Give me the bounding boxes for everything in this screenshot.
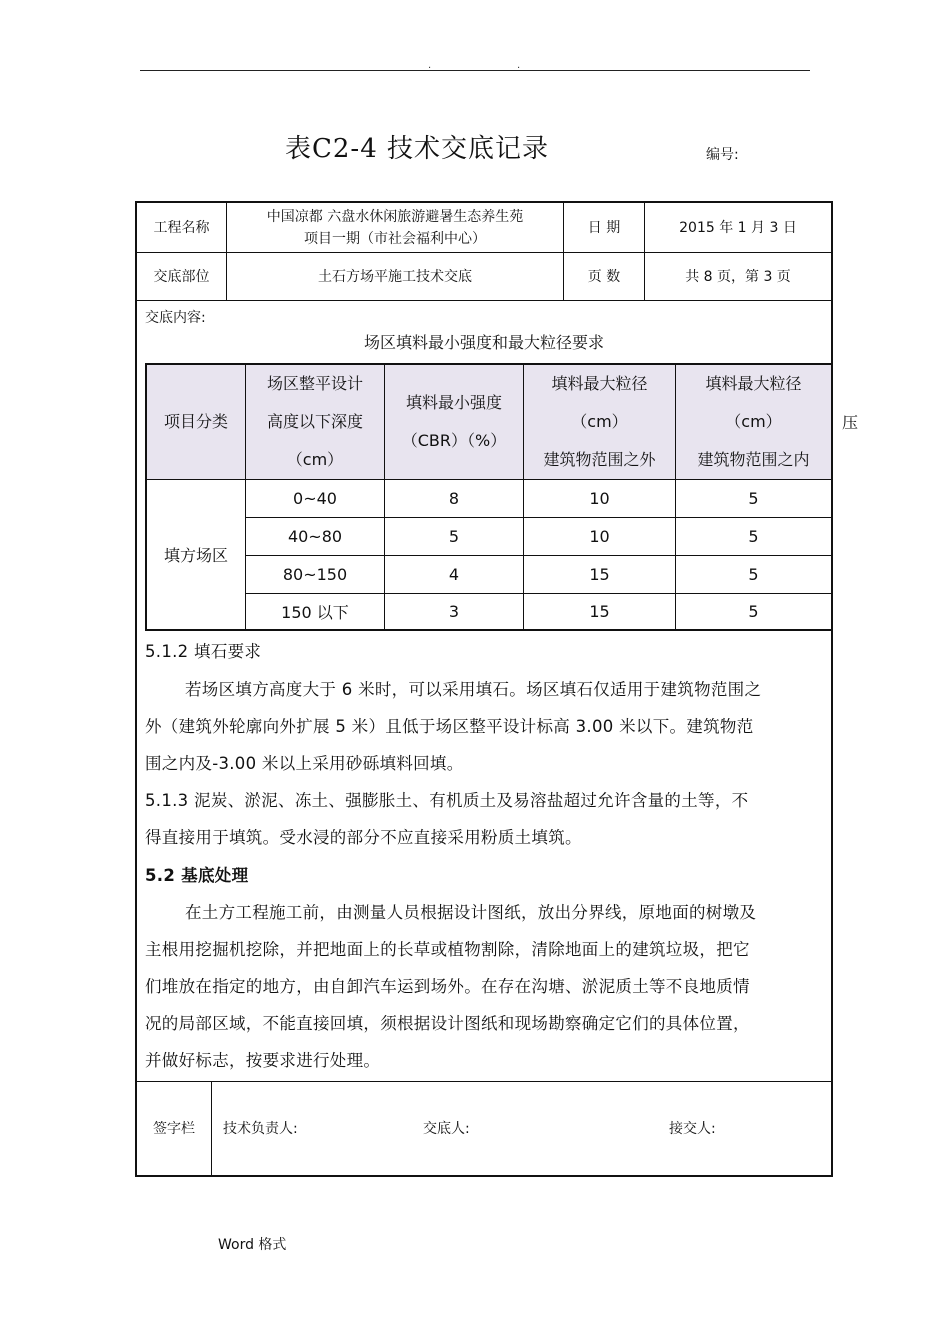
header-strength	[385, 365, 523, 479]
paragraph-line: 得直接用于填筑。受水浸的部分不应直接采用粉质土填筑。	[145, 828, 582, 847]
section-heading: 5.1.2 填石要求	[145, 642, 262, 661]
paragraph-line: 围之内及-3.00 米以上采用砂砾填料回填。	[145, 754, 464, 773]
paragraph-line: 外（建筑外轮廓向外扩展 5 米）且低于场区整平设计标高 3.00 米以下。建筑物范	[145, 717, 754, 736]
doc-number-label: 编号:	[706, 147, 739, 163]
tech-lead-signature: 技术负责人:	[223, 1120, 298, 1137]
presenter-signature: 交底人:	[423, 1120, 470, 1137]
header-line: 场区整平设计	[266, 374, 363, 393]
header-category: 项目分类	[163, 412, 228, 431]
table-cell-strength: 4	[448, 565, 460, 584]
overflow-char: 压	[842, 413, 859, 432]
row-divider	[137, 300, 831, 301]
page-title: 表C2-4 技术交底记录	[285, 134, 550, 164]
table-cell-outside: 10	[589, 527, 610, 546]
header-dot: .	[428, 60, 432, 71]
paragraph-line: 们堆放在指定的地方，由自卸汽车运到场外。在存在沟塘、淤泥质土等不良地质情	[145, 977, 750, 996]
header-line: 填料最大粒径	[551, 374, 648, 393]
section-heading: 5.2 基底处理	[145, 866, 249, 885]
project-name-label: 工程名称	[153, 219, 210, 236]
fill-requirements-table	[145, 363, 833, 631]
header-size-outside	[524, 365, 675, 479]
header-rule	[140, 70, 810, 71]
table-cell-depth: 0~40	[293, 489, 337, 508]
header-line: （cm）	[571, 412, 628, 431]
part-value: 土石方场平施工技术交底	[318, 268, 472, 285]
content-label: 交底内容:	[145, 310, 206, 326]
table-cell-outside: 10	[589, 489, 610, 508]
receiver-signature: 接交人:	[669, 1120, 716, 1137]
paragraph-line: 况的局部区域，不能直接回填，须根据设计图纸和现场勘察确定它们的具体位置，	[145, 1014, 750, 1033]
paragraph-line: 5.1.3 泥炭、淤泥、冻土、强膨胀土、有机质土及易溶盐超过允许含量的土等，不	[145, 791, 749, 810]
header-line: （CBR）（%）	[401, 431, 507, 450]
paragraph-line: 若场区填方高度大于 6 米时，可以采用填石。场区填石仅适用于建筑物范围之	[185, 680, 762, 699]
pages-label: 页 数	[587, 268, 621, 285]
part-label: 交底部位	[153, 268, 210, 285]
table-cell-inside: 5	[748, 602, 759, 621]
table-cell-inside: 5	[748, 489, 759, 508]
col-divider	[211, 1081, 212, 1175]
table-cell-depth: 80~150	[282, 565, 348, 584]
table-cell-depth: 150 以下	[281, 603, 349, 622]
table-cell-strength: 3	[448, 602, 460, 621]
header-line: （cm）	[286, 450, 344, 469]
header-size-inside	[676, 365, 831, 479]
header-line: 建筑物范围之外	[543, 450, 656, 469]
table-cell-strength: 8	[448, 489, 460, 508]
group-label: 填方场区	[163, 546, 228, 565]
project-name-line: 项目一期（市社会福利中心）	[304, 230, 486, 247]
date-label: 日 期	[587, 219, 621, 236]
table-cell-inside: 5	[748, 565, 759, 584]
paragraph-line: 并做好标志，按要求进行处理。	[145, 1051, 381, 1070]
table-cell-inside: 5	[748, 527, 759, 546]
header-line: 建筑物范围之内	[697, 450, 810, 469]
table-caption: 场区填料最小强度和最大粒径要求	[363, 333, 604, 352]
header-dot: .	[517, 60, 521, 71]
project-name-line: 中国凉都 六盘水休闲旅游避暑生态养生苑	[266, 208, 524, 225]
footer-text: Word 格式	[218, 1237, 287, 1253]
header-depth	[246, 365, 384, 479]
pages-value: 共 8 页，第 3 页	[685, 268, 791, 285]
signature-label: 签字栏	[153, 1120, 195, 1137]
table-cell-outside: 15	[589, 602, 610, 621]
header-line: （cm）	[725, 412, 782, 431]
table-cell-outside: 15	[589, 565, 610, 584]
header-line: 高度以下深度	[266, 412, 363, 431]
date-value: 2015 年 1 月 3 日	[679, 219, 797, 236]
table-cell-depth: 40~80	[287, 527, 343, 546]
paragraph-line: 在土方工程施工前，由测量人员根据设计图纸，放出分界线，原地面的树墩及	[185, 903, 757, 922]
table-cell-strength: 5	[448, 527, 460, 546]
header-line: 填料最小强度	[405, 393, 502, 412]
paragraph-line: 主根用挖掘机挖除，并把地面上的长草或植物割除，清除地面上的建筑垃圾，把它	[145, 940, 750, 959]
project-name-value	[227, 203, 563, 252]
header-line: 填料最大粒径	[705, 374, 802, 393]
